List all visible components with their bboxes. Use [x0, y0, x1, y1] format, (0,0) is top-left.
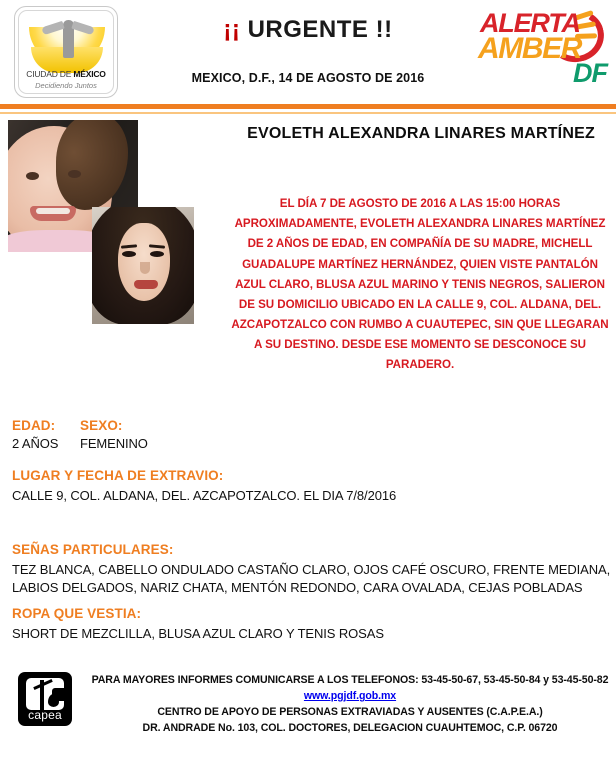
distinguishing-features-label: SEÑAS PARTICULARES:: [12, 542, 174, 557]
cdmx-logo-tagline: Decidiendo Juntos: [35, 81, 97, 90]
child-eye-right: [68, 170, 81, 178]
incident-narrative: EL DÍA 7 DE AGOSTO DE 2016 A LAS 15:00 HORAS APROXIMADAMENTE, EVOLETH ALEXANDRA LINARES MARTÍNEZ DE 2 AÑOS DE EDAD, EN COMPAÑÍA DE SU MADRE, MICHELL GUADALUPE MARTÍNEZ HERNÁNDEZ, QUIEN VISTE PANTALÓN AZUL CLARO, BLUSA AZUL MARINO Y TENIS NEGROS, SALIERON DE SU DOMICILIO UBICADO EN LA CALLE 9, COL. ALDANA, DEL. AZCAPOTZALCO CON RUMBO A CUAUTEPEC, SIN QUE LLEGARAN A SU DESTINO. DESDE ESE MOMENTO SE DESCONOCE SU PARADERO.: [231, 197, 609, 372]
header-divider-bar: [0, 104, 616, 109]
place-date-of-disappearance-value: CALLE 9, COL. ALDANA, DEL. AZCAPOTZALCO. EL DIA 7/8/2016: [12, 488, 397, 503]
victim-name-heading: EVOLETH ALEXANDRA LINARES MARTÍNEZ: [247, 125, 595, 142]
mother-photo: [92, 207, 194, 324]
urgent-heading-text: URGENTE !!: [240, 16, 393, 43]
header-divider-thin-line: [0, 112, 616, 114]
cdmx-name-bold: MÉXICO: [73, 69, 106, 79]
capea-drop-icon: [48, 694, 59, 707]
cdmx-name-prefix: CIUDAD DE: [26, 69, 74, 79]
footer-contact-block: [88, 672, 612, 736]
footer-phones-line: PARA MAYORES INFORMES COMUNICARSE A LOS TELEFONOS: 53-45-50-67, 53-45-50-84 y 53-45-50-82: [91, 674, 609, 686]
amber-logo-df-text: DF: [573, 58, 607, 88]
capea-c-shape: [26, 678, 64, 710]
mother-eye-left: [122, 251, 136, 257]
child-eye-left: [26, 172, 39, 180]
age-value: 2 AÑOS: [12, 436, 59, 451]
distinguishing-features-line-1: TEZ BLANCA, CABELLO ONDULADO CASTAÑO CLARO, OJOS CAFÉ OSCURO, FRENTE MEDIANA,: [12, 562, 611, 577]
amber-logo-amber-text: AMBER: [478, 32, 581, 65]
mother-lips: [134, 280, 158, 289]
mother-nose: [140, 262, 150, 274]
clothing-label: ROPA QUE VESTIA:: [12, 606, 142, 621]
age-label: EDAD:: [12, 418, 56, 433]
footer-website-link[interactable]: www.pgjdf.gob.mx: [303, 690, 397, 703]
capea-logo: [18, 672, 72, 726]
sex-label: SEXO:: [80, 418, 123, 433]
distinguishing-features-line-2: LABIOS DELGADOS, NARIZ CHATA, MENTÓN REDONDO, CARA OVALADA, CEJAS POBLADAS: [12, 580, 583, 595]
place-and-date: MEXICO, D.F., 14 DE AGOSTO DE 2016: [191, 71, 425, 85]
footer-office-name: CENTRO DE APOYO DE PERSONAS EXTRAVIADAS Y AUSENTES (C.A.P.E.A.): [157, 706, 543, 719]
footer-address: DR. ANDRADE No. 103, COL. DOCTORES, DELEGACION CUAUHTEMOC, C.P. 06720: [142, 722, 558, 735]
alerta-amber-df-logo: [476, 8, 608, 96]
clothing-value: SHORT DE MEZCLILLA, BLUSA AZUL CLARO Y TENIS ROSAS: [12, 626, 384, 641]
poster-header: [0, 0, 616, 104]
sex-value: FEMENINO: [80, 436, 148, 451]
urgent-exclamation-marks: ¡¡: [223, 16, 241, 43]
place-date-of-disappearance-label: LUGAR Y FECHA DE EXTRAVIO:: [12, 468, 224, 483]
capea-logo-text: capea: [28, 708, 62, 722]
amber-logo-alerta-text: ALERTA: [480, 8, 580, 38]
mother-eye-right: [150, 251, 164, 257]
child-mouth: [30, 206, 76, 221]
